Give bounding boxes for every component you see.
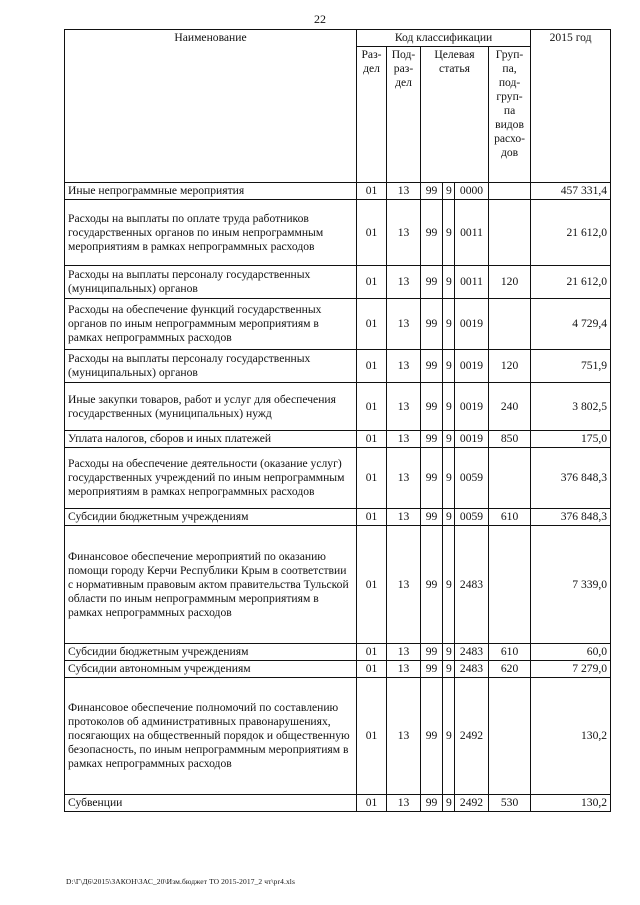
footer-file-path: D:\Г\Д6\2015\ЗАКОН\ЗАС_20\Изм.бюджет ТО 2015-2017_2 чт\pr4.xls bbox=[66, 877, 295, 886]
cell-section: 01 bbox=[357, 678, 387, 795]
cell-amount: 457 331,4 bbox=[531, 183, 611, 200]
cell-target-part3: 2483 bbox=[455, 661, 489, 678]
cell-target-part1: 99 bbox=[421, 383, 443, 431]
cell-target-part1: 99 bbox=[421, 350, 443, 383]
cell-target-part2: 9 bbox=[443, 200, 455, 266]
cell-amount: 376 848,3 bbox=[531, 448, 611, 509]
cell-subsection: 13 bbox=[387, 795, 421, 812]
cell-expense-group bbox=[489, 299, 531, 350]
header-row-1 bbox=[65, 30, 611, 47]
cell-target-part1: 99 bbox=[421, 661, 443, 678]
header-target-article bbox=[421, 47, 489, 183]
cell-name: Финансовое обеспечение полномочий по составлению протоколов об административных правонарушениях, посягающих на общественный порядок и общественную безопасность, по иным непрограммным мероприятиям в рамках непрограммных расходов bbox=[65, 678, 357, 795]
cell-target-part3: 0019 bbox=[455, 383, 489, 431]
header-line: Под- bbox=[391, 48, 416, 61]
table-row bbox=[65, 678, 611, 795]
header-line: Раз- bbox=[361, 48, 382, 61]
cell-section: 01 bbox=[357, 383, 387, 431]
cell-subsection: 13 bbox=[387, 661, 421, 678]
cell-name: Уплата налогов, сборов и иных платежей bbox=[65, 431, 357, 448]
cell-target-part2: 9 bbox=[443, 431, 455, 448]
cell-target-part3: 2483 bbox=[455, 526, 489, 644]
cell-subsection: 13 bbox=[387, 383, 421, 431]
cell-target-part1: 99 bbox=[421, 509, 443, 526]
header-line: груп- bbox=[496, 90, 523, 103]
cell-section: 01 bbox=[357, 200, 387, 266]
cell-target-part1: 99 bbox=[421, 266, 443, 299]
cell-target-part2: 9 bbox=[443, 448, 455, 509]
cell-target-part2: 9 bbox=[443, 795, 455, 812]
cell-target-part2: 9 bbox=[443, 509, 455, 526]
cell-name: Субсидии автономным учреждениям bbox=[65, 661, 357, 678]
header-line: па bbox=[503, 104, 516, 117]
cell-name: Расходы на выплаты персоналу государственных (муниципальных) органов bbox=[65, 350, 357, 383]
header-line: раз- bbox=[393, 62, 414, 75]
cell-subsection: 13 bbox=[387, 183, 421, 200]
header-expense-group bbox=[489, 47, 531, 183]
cell-target-part2: 9 bbox=[443, 644, 455, 661]
table-row bbox=[65, 183, 611, 200]
cell-target-part3: 0059 bbox=[455, 509, 489, 526]
cell-section: 01 bbox=[357, 183, 387, 200]
cell-target-part1: 99 bbox=[421, 299, 443, 350]
cell-expense-group: 620 bbox=[489, 661, 531, 678]
cell-name: Иные непрограммные мероприятия bbox=[65, 183, 357, 200]
table-row bbox=[65, 431, 611, 448]
cell-section: 01 bbox=[357, 299, 387, 350]
cell-subsection: 13 bbox=[387, 448, 421, 509]
table-body bbox=[65, 183, 611, 812]
cell-expense-group: 850 bbox=[489, 431, 531, 448]
cell-subsection: 13 bbox=[387, 350, 421, 383]
cell-amount: 60,0 bbox=[531, 644, 611, 661]
cell-subsection: 13 bbox=[387, 266, 421, 299]
cell-expense-group: 530 bbox=[489, 795, 531, 812]
cell-subsection: 13 bbox=[387, 431, 421, 448]
cell-expense-group: 120 bbox=[489, 266, 531, 299]
cell-target-part3: 0019 bbox=[455, 350, 489, 383]
cell-amount: 21 612,0 bbox=[531, 200, 611, 266]
table-row bbox=[65, 299, 611, 350]
cell-subsection: 13 bbox=[387, 509, 421, 526]
table-row bbox=[65, 266, 611, 299]
header-line: дел bbox=[363, 62, 380, 75]
cell-amount: 7 339,0 bbox=[531, 526, 611, 644]
header-year: 2015 год bbox=[531, 30, 611, 183]
table-row bbox=[65, 644, 611, 661]
table-row bbox=[65, 200, 611, 266]
cell-name: Иные закупки товаров, работ и услуг для обеспечения государственных (муниципальных) нужд bbox=[65, 383, 357, 431]
cell-target-part3: 2492 bbox=[455, 795, 489, 812]
cell-expense-group bbox=[489, 200, 531, 266]
cell-amount: 4 729,4 bbox=[531, 299, 611, 350]
table-row bbox=[65, 383, 611, 431]
cell-section: 01 bbox=[357, 795, 387, 812]
cell-target-part1: 99 bbox=[421, 183, 443, 200]
cell-target-part3: 0011 bbox=[455, 266, 489, 299]
cell-subsection: 13 bbox=[387, 200, 421, 266]
cell-section: 01 bbox=[357, 350, 387, 383]
cell-target-part2: 9 bbox=[443, 350, 455, 383]
cell-amount: 3 802,5 bbox=[531, 383, 611, 431]
cell-target-part3: 0059 bbox=[455, 448, 489, 509]
cell-name: Финансовое обеспечение мероприятий по оказанию помощи городу Керчи Республики Крым в соответствии с нормативным правовым актом правительства Тульской области по иным непрограммным мероприятиям в рамках непрограммных расходов bbox=[65, 526, 357, 644]
cell-expense-group: 610 bbox=[489, 644, 531, 661]
cell-name: Субсидии бюджетным учреждениям bbox=[65, 644, 357, 661]
cell-expense-group: 240 bbox=[489, 383, 531, 431]
cell-section: 01 bbox=[357, 526, 387, 644]
header-line: Груп- bbox=[495, 48, 524, 61]
cell-section: 01 bbox=[357, 266, 387, 299]
header-section bbox=[357, 47, 387, 183]
cell-target-part1: 99 bbox=[421, 431, 443, 448]
table-row bbox=[65, 795, 611, 812]
page-number: 22 bbox=[314, 12, 326, 26]
cell-target-part3: 0011 bbox=[455, 200, 489, 266]
header-line: под- bbox=[498, 76, 521, 89]
table-row bbox=[65, 526, 611, 644]
table-row bbox=[65, 448, 611, 509]
table-row bbox=[65, 509, 611, 526]
cell-target-part2: 9 bbox=[443, 266, 455, 299]
cell-target-part2: 9 bbox=[443, 383, 455, 431]
cell-amount: 751,9 bbox=[531, 350, 611, 383]
cell-expense-group bbox=[489, 448, 531, 509]
header-line: дел bbox=[395, 76, 412, 89]
cell-amount: 21 612,0 bbox=[531, 266, 611, 299]
cell-amount: 130,2 bbox=[531, 795, 611, 812]
header-subsection bbox=[387, 47, 421, 183]
cell-subsection: 13 bbox=[387, 644, 421, 661]
cell-expense-group bbox=[489, 183, 531, 200]
cell-target-part3: 2492 bbox=[455, 678, 489, 795]
cell-name: Расходы на обеспечение функций государственных органов по иным непрограммным мероприятиям в рамках непрограммных расходов bbox=[65, 299, 357, 350]
cell-section: 01 bbox=[357, 448, 387, 509]
cell-target-part1: 99 bbox=[421, 526, 443, 644]
cell-name: Расходы на выплаты по оплате труда работников государственных органов по иным непрограммным мероприятиям в рамках непрограммных расходов bbox=[65, 200, 357, 266]
cell-expense-group: 610 bbox=[489, 509, 531, 526]
cell-target-part1: 99 bbox=[421, 448, 443, 509]
cell-target-part1: 99 bbox=[421, 200, 443, 266]
cell-subsection: 13 bbox=[387, 678, 421, 795]
cell-target-part2: 9 bbox=[443, 183, 455, 200]
cell-name: Расходы на выплаты персоналу государственных (муниципальных) органов bbox=[65, 266, 357, 299]
cell-target-part3: 2483 bbox=[455, 644, 489, 661]
cell-expense-group bbox=[489, 678, 531, 795]
cell-subsection: 13 bbox=[387, 526, 421, 644]
header-line: дов bbox=[500, 146, 519, 159]
cell-target-part3: 0019 bbox=[455, 299, 489, 350]
cell-section: 01 bbox=[357, 661, 387, 678]
cell-target-part2: 9 bbox=[443, 661, 455, 678]
cell-amount: 7 279,0 bbox=[531, 661, 611, 678]
cell-target-part1: 99 bbox=[421, 678, 443, 795]
header-name: Наименование bbox=[65, 30, 357, 183]
cell-expense-group: 120 bbox=[489, 350, 531, 383]
header-line: расхо- bbox=[494, 132, 526, 145]
cell-name: Субвенции bbox=[65, 795, 357, 812]
cell-target-part2: 9 bbox=[443, 299, 455, 350]
budget-table bbox=[64, 29, 611, 812]
cell-target-part2: 9 bbox=[443, 678, 455, 795]
cell-target-part2: 9 bbox=[443, 526, 455, 644]
header-classification: Код классификации bbox=[357, 30, 531, 47]
cell-name: Субсидии бюджетным учреждениям bbox=[65, 509, 357, 526]
cell-amount: 376 848,3 bbox=[531, 509, 611, 526]
header-line: статья bbox=[439, 62, 470, 75]
header-line: па, bbox=[502, 62, 517, 75]
cell-subsection: 13 bbox=[387, 299, 421, 350]
cell-section: 01 bbox=[357, 431, 387, 448]
cell-section: 01 bbox=[357, 509, 387, 526]
cell-name: Расходы на обеспечение деятельности (оказание услуг) государственных учреждений по иным непрограммным мероприятиям в рамках непрограммных расходов bbox=[65, 448, 357, 509]
cell-target-part3: 0000 bbox=[455, 183, 489, 200]
cell-target-part1: 99 bbox=[421, 644, 443, 661]
cell-target-part3: 0019 bbox=[455, 431, 489, 448]
header-line: видов bbox=[495, 118, 524, 131]
cell-target-part1: 99 bbox=[421, 795, 443, 812]
cell-section: 01 bbox=[357, 644, 387, 661]
cell-amount: 130,2 bbox=[531, 678, 611, 795]
table-row bbox=[65, 661, 611, 678]
header-line: Целевая bbox=[434, 48, 475, 61]
cell-expense-group bbox=[489, 526, 531, 644]
table-row bbox=[65, 350, 611, 383]
cell-amount: 175,0 bbox=[531, 431, 611, 448]
